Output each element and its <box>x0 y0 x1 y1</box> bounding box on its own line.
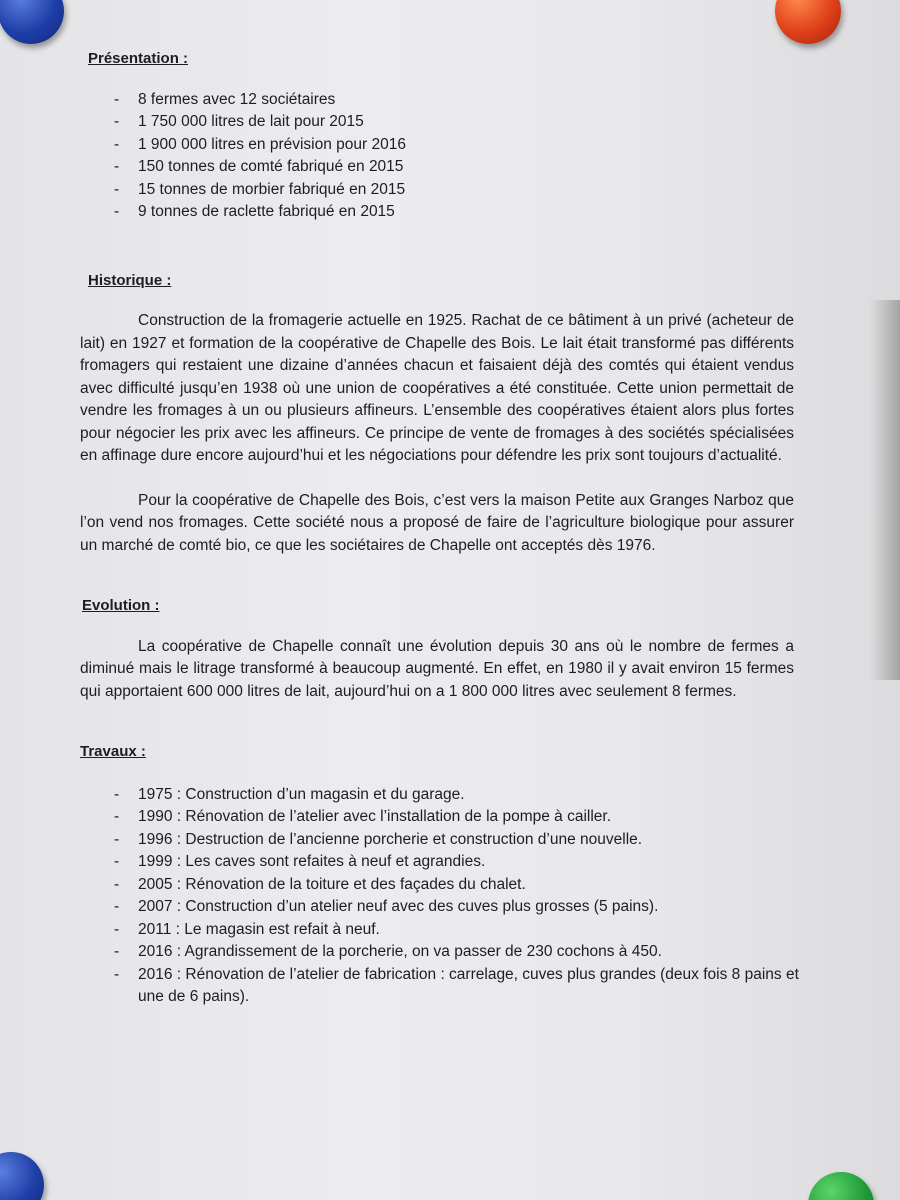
list-item: - 2016 : Agrandissement de la porcherie, on va passer de 230 cochons à 450. <box>80 941 800 964</box>
list-item: - 1 750 000 litres de lait pour 2015 <box>80 111 800 134</box>
list-item: - 2011 : Le magasin est refait à neuf. <box>80 919 800 942</box>
historique-paragraph-1: Construction de la fromagerie actuelle en 1925. Rachat de ce bâtiment à un privé (acheteur de lait) en 1927 et formation de la coopérative de Chapelle des Bois. Le lait était transformé pas différents fromagers qui restaient une dizaine d’années chacun et faisaient déjà des comtés qui étaient vendus avec difficulté jusqu’en 1938 où une union de coopératives a été constituée. Cette union permettait de vendre les fromages à un ou plusieurs affineurs. L’ensemble des coopératives étaient alors plus fortes pour négocier les prix avec les affineurs. Ce principe de vente de fromages à des sociétés spécialisées en affinage dure encore aujourd’hui et les négociations pour défendre les prix sont toujours d’actualité. <box>80 312 794 464</box>
blue-magnet-bottom-left <box>0 1152 44 1200</box>
list-item: - 9 tonnes de raclette fabriqué en 2015 <box>80 201 800 224</box>
list-item: - 1996 : Destruction de l’ancienne porcherie et construction d’une nouvelle. <box>80 829 800 852</box>
evolution-paragraph: La coopérative de Chapelle connaît une évolution depuis 30 ans où le nombre de fermes a diminué mais le litrage transformé à beaucoup augmenté. En effet, en 1980 il y avait environ 15 fermes qui apportaient 600 000 litres de lait, aujourd’hui on a 1 800 000 litres avec seulement 8 fermes. <box>80 637 794 700</box>
historique-paragraph-2: Pour la coopérative de Chapelle des Bois, c’est vers la maison Petite aux Granges Narboz que l’on vend nos fromages. Cette société nous a proposé de faire de l’agriculture biologique pour assurer un marché de comté bio, ce que les sociétaires de Chapelle ont acceptés dès 1976. <box>80 491 794 554</box>
presentation-list <box>80 89 800 224</box>
blue-magnet-top-left <box>0 0 64 44</box>
list-item: - 2005 : Rénovation de la toiture et des façades du chalet. <box>80 874 800 897</box>
document-body <box>80 48 800 1009</box>
red-magnet-top-right <box>775 0 841 44</box>
list-item: - 2016 : Rénovation de l’atelier de fabrication : carrelage, cuves plus grandes (deux fois 8 pains et une de 6 pains). <box>80 964 800 1009</box>
paper-fold-shadow <box>870 300 900 680</box>
travaux-list <box>80 784 800 1009</box>
green-magnet-bottom-right <box>808 1172 874 1200</box>
evolution-heading: Evolution : <box>82 597 160 614</box>
list-item: - 150 tonnes de comté fabriqué en 2015 <box>80 156 800 179</box>
list-item: - 2007 : Construction d’un atelier neuf avec des cuves plus grosses (5 pains). <box>80 896 800 919</box>
list-item: - 1999 : Les caves sont refaites à neuf et agrandies. <box>80 851 800 874</box>
travaux-heading: Travaux : <box>80 743 146 760</box>
historique-heading: Historique : <box>88 271 172 289</box>
list-item: - 1990 : Rénovation de l’atelier avec l’installation de la pompe à cailler. <box>80 806 800 829</box>
presentation-heading: Présentation : <box>88 50 189 67</box>
list-item: - 1 900 000 litres en prévision pour 2016 <box>80 134 800 157</box>
list-item: - 15 tonnes de morbier fabriqué en 2015 <box>80 179 800 202</box>
list-item: - 1975 : Construction d’un magasin et du garage. <box>80 784 800 807</box>
list-item: - 8 fermes avec 12 sociétaires <box>80 89 800 112</box>
